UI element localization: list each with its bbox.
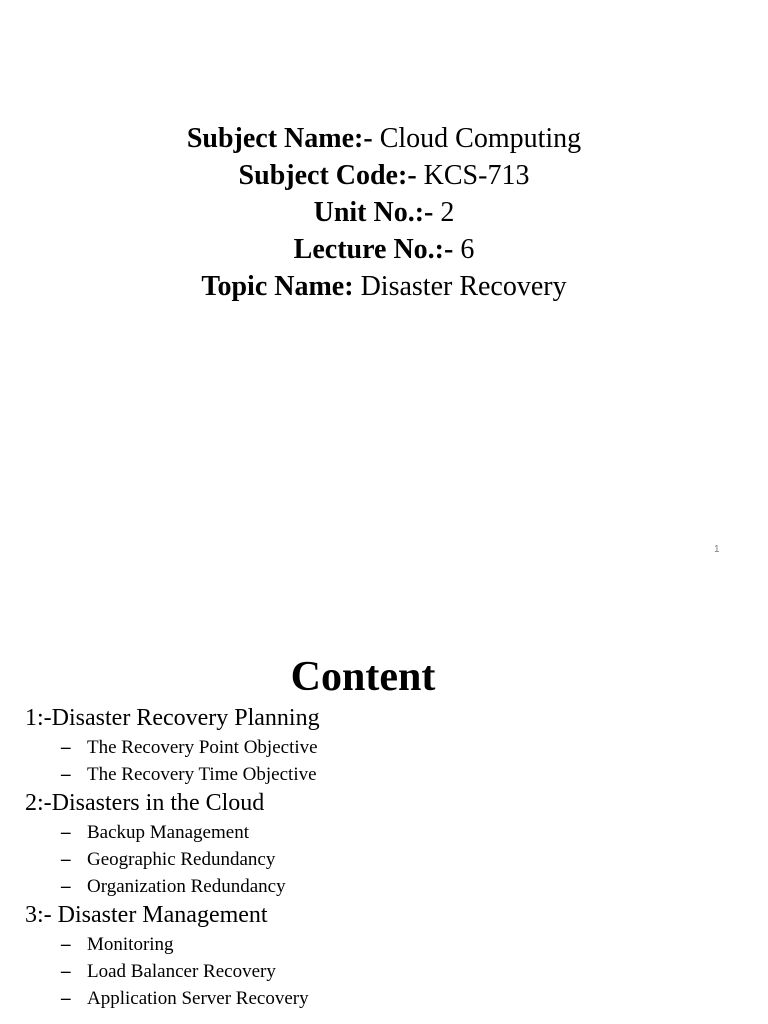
list-item bbox=[25, 846, 745, 873]
list-item bbox=[25, 873, 745, 900]
dash-bullet: – bbox=[61, 988, 71, 1009]
dash-bullet: – bbox=[61, 822, 71, 843]
lecture-no-label: Lecture No bbox=[293, 234, 428, 265]
list-item-label: Geographic Redundancy bbox=[87, 849, 276, 870]
list-item-label: Monitoring bbox=[87, 934, 174, 955]
list-item-label: The Recovery Time Objective bbox=[87, 764, 317, 785]
subject-code-label: Subject Code bbox=[238, 160, 398, 191]
list-item-label: Organization Redundancy bbox=[87, 876, 286, 897]
subject-name-sep: :- bbox=[354, 123, 380, 154]
topic-name-line bbox=[0, 268, 768, 305]
list-item-label: Load Balancer Recovery bbox=[87, 961, 276, 982]
subject-code-line bbox=[0, 157, 768, 194]
content-section bbox=[25, 900, 745, 1012]
list-item bbox=[25, 761, 745, 788]
content-section bbox=[25, 788, 745, 900]
topic-name-value: Disaster Recovery bbox=[360, 271, 567, 302]
list-item-label: Backup Management bbox=[87, 822, 249, 843]
subject-code-value: KCS-713 bbox=[423, 160, 530, 191]
unit-no-label: Unit No bbox=[313, 197, 408, 228]
list-item bbox=[25, 931, 745, 958]
unit-no-sep: .:- bbox=[407, 197, 441, 228]
topic-name-label: Topic Name: bbox=[201, 271, 354, 302]
lecture-no-line bbox=[0, 231, 768, 268]
section-title: 2:-Disasters in the Cloud bbox=[25, 790, 265, 816]
section-title: 3:- Disaster Management bbox=[25, 902, 268, 928]
list-item bbox=[25, 819, 745, 846]
list-item-label: Application Server Recovery bbox=[87, 988, 309, 1009]
unit-no-line bbox=[0, 194, 768, 231]
dash-bullet: – bbox=[61, 764, 71, 785]
section-title: 1:-Disaster Recovery Planning bbox=[25, 705, 320, 731]
dash-bullet: – bbox=[61, 961, 71, 982]
list-item-label: The Recovery Point Objective bbox=[87, 737, 318, 758]
subject-name-line bbox=[0, 120, 768, 157]
dash-bullet: – bbox=[61, 737, 71, 758]
dash-bullet: – bbox=[61, 876, 71, 897]
subject-name-label: Subject Name bbox=[186, 123, 355, 154]
page-number: 1 bbox=[714, 544, 720, 555]
list-item bbox=[25, 985, 745, 1012]
content-heading: Content bbox=[290, 654, 436, 700]
subject-name-value: Cloud Computing bbox=[379, 123, 582, 154]
subject-code-sep: :- bbox=[398, 160, 424, 191]
content-slide bbox=[0, 640, 768, 1024]
content-section bbox=[25, 703, 745, 788]
title-block bbox=[0, 120, 768, 305]
lecture-no-sep: .:- bbox=[427, 234, 461, 265]
topic-name-sep bbox=[354, 271, 361, 302]
lecture-no-value: 6 bbox=[460, 234, 475, 265]
list-item bbox=[25, 734, 745, 761]
dash-bullet: – bbox=[61, 849, 71, 870]
content-list bbox=[25, 703, 745, 1012]
list-item bbox=[25, 958, 745, 985]
dash-bullet: – bbox=[61, 934, 71, 955]
unit-no-value: 2 bbox=[440, 197, 455, 228]
